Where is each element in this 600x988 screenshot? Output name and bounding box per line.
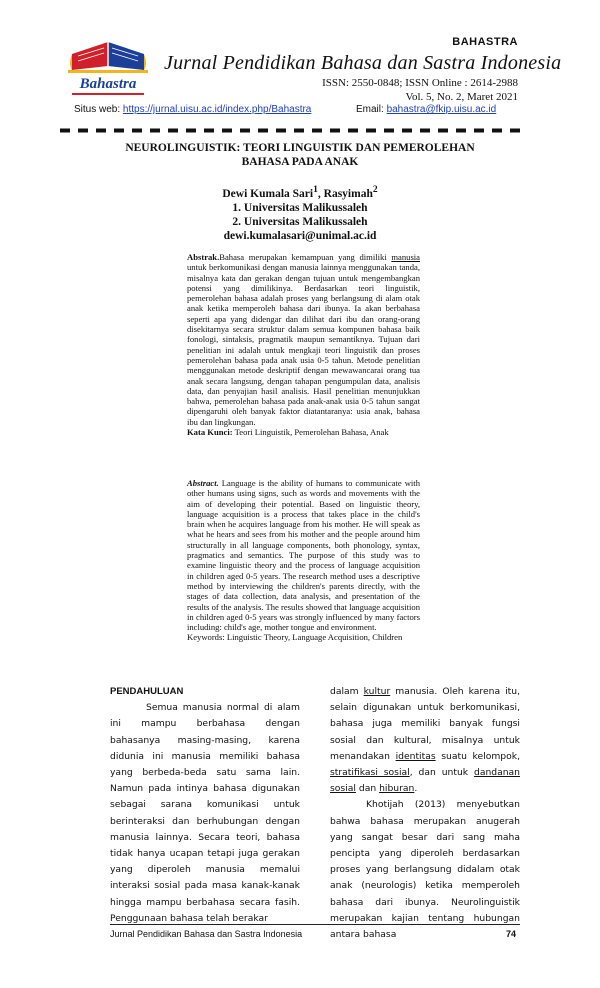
underlined-term-identitas: identitas — [395, 750, 436, 762]
footer-journal-name: Jurnal Pendidikan Bahasa dan Sastra Indonesia — [110, 929, 303, 939]
affiliation-1: 1. Universitas Malikussaleh — [232, 201, 368, 214]
body-paragraph-1: Semua manusia normal di alam ini mampu berbahasa dengan bahasanya masing-masing, karena didunia ini manusia memiliki bahasa yang berbeda-beda satu sama lain. Namun pada intinya bahasa digunakan sebagai sarana komunikasi untuk berinteraksi dan berhubungan dengan manusia lainnya. Secara teori, bahasa tidak hanya ucapan tetapi juga gerakan yang diperoleh manusia memalui interaksi sosial pada masa kanak-kanak hingga mampu berbahasa secara fasih. Penggunaan bahasa telah berakar — [110, 702, 300, 924]
brand-tag: BAHASTRA — [452, 36, 518, 48]
author-1: Dewi Kumala Sari — [222, 187, 314, 200]
issn-line: ISSN: 2550-0848; ISSN Online : 2614-2988 — [322, 77, 518, 89]
body-paragraph-3: Khotijah (2013) menyebutkan bahwa bahasa merupakan anugerah yang sangat besar dari sang maha pencipta yang diperoleh berdasarkan proses yang berlangsung didalam otak anak (neurologis) ketika memperoleh bahasa dari ibunya. Neurolinguistik merupakan kajian tentang hubungan antara bahasa — [330, 799, 520, 941]
body-text: dan — [355, 783, 380, 795]
author-2: , Rasyimah — [317, 187, 373, 200]
body-column-left — [110, 684, 300, 927]
underlined-term-dandanan: dandanan sosial — [330, 767, 521, 795]
title-line-2: BAHASA PADA ANAK — [241, 156, 359, 168]
body-text: , dan untuk — [409, 767, 474, 779]
author-email: dewi.kumalasari@unimal.ac.id — [223, 229, 377, 242]
dashed-divider — [60, 128, 520, 133]
journal-logo — [58, 36, 158, 102]
body-text: dalam — [330, 686, 364, 697]
underlined-term-kultur: kultur — [363, 686, 391, 697]
website-label: Situs web: — [74, 104, 123, 115]
paper-title — [100, 141, 500, 169]
abstract-en-body — [187, 478, 420, 632]
kata-kunci-label: Kata Kunci: — [187, 427, 233, 438]
body-text: . — [414, 783, 418, 795]
logo-wordmark: Bahastra — [79, 76, 137, 92]
affiliation-2: 2. Universitas Malikussaleh — [232, 215, 368, 228]
email-link[interactable]: bahastra@fkip.uisu.ac.id — [386, 104, 497, 115]
abstract-en-keywords: Keywords: Linguistic Theory, Language Acquisition, Children — [187, 632, 403, 643]
authors-block — [100, 183, 500, 243]
kata-kunci-values: Teori Linguistik, Pemerolehan Bahasa, Anak — [232, 427, 389, 438]
page-number: 74 — [505, 929, 516, 939]
email-line — [356, 104, 496, 115]
volume-line: Vol. 5, No. 2, Maret 2021 — [405, 91, 518, 103]
body-text: manusia. Oleh karena itu, selain digunakan untuk berkomunikasi, bahasa juga memiliki banyak fungsi sosial dan kultural, misalnya untuk menandakan — [330, 686, 520, 762]
abstrak-body — [187, 252, 420, 427]
email-label: Email: — [356, 104, 387, 115]
abstrak-label: Abstrak. — [187, 252, 220, 262]
author-names — [100, 183, 500, 201]
body-text: suatu kelompok, — [435, 750, 520, 762]
author-2-sup: 2 — [372, 184, 378, 195]
website-line — [74, 104, 311, 115]
underlined-term-hiburan: hiburan — [379, 783, 415, 795]
abstract-english — [187, 478, 420, 643]
body-paragraph-2 — [330, 684, 520, 797]
website-link[interactable]: https://jurnal.uisu.ac.id/index.php/Bahastra — [122, 104, 312, 115]
abstrak-underlined: manusia — [391, 252, 420, 262]
body-column-right — [330, 684, 520, 943]
bahastra-logo-icon — [58, 36, 158, 102]
abstract-indonesian — [187, 252, 420, 437]
underlined-term-stratifikasi: stratifikasi sosial — [330, 767, 410, 779]
author-1-sup: 1 — [313, 184, 318, 195]
footer-divider — [110, 924, 520, 925]
abstrak-text-cont: untuk berkomunikasi dengan manusia lainnya menggunakan tanda, misalnya kata dan gerakan dengan tujuan untuk mengembangkan potensi yang dimilikinya. Berdasarkan teori linguistik, pemerolehan bahasa adalah proses yang berlangsung di alam otak anak ketika memperoleh bahasa dari ibunya. Ia akan berbahasa seperti apa yang didengar dan dilihat dari ibu dan orang-orang disekitarnya secara struktur dalam semua kompunen bahasa baik fonologi, sintaksis, pragmatik maupun semantiknya. Tujuan dari penelitian ini adalah untuk mengkaji teori linguistik dan proses pemerolehan bahasa pada anak usia 0-5 tahun. Metode penelitian menggunakan metode deskriptif dengan mewawancarai orang tua anak secara langsung, dengan tahapan pengumpulan data, analisis data, dan penyajian hasil analisis. Hasil penelitian menunjukkan bahwa, pemerolehan bahasa pada anak-anak usia 0-5 tahun sangat dipengaruhi oleh banyak faktor diatantaranya: usia anak, bahasa ibu dan lingkungan. — [187, 262, 420, 427]
title-line-1: NEUROLINGUISTIK: TEORI LINGUISTIK DAN PEMEROLEHAN — [125, 142, 475, 154]
abstrak-text: Bahasa merupakan kemampuan yang dimiliki — [219, 252, 392, 262]
journal-title: Jurnal Pendidikan Bahasa dan Sastra Indonesia — [164, 52, 562, 74]
section-heading: PENDAHULUAN — [110, 686, 184, 697]
kata-kunci — [187, 427, 420, 437]
abstract-en-text: Language is the ability of humans to communicate with other humans using signs, such as words and movements with the aim of developing their potential. Based on linguistic theory, language acquisition is a process that takes place in the child's brain when he acquires language from his mother. He will speak as what he hears and sees from his mother and the people around him structurally in all language components, both phonology, syntax, pragmatics and semantics. The purpose of this study was to examine linguistic theory and the process of language acquisition in children aged 0-5 years. The research method uses a descriptive method by interviewing the children's parents directly, with the stages of data collection, data analysis, and presentation of the results of the analysis. The results showed that language acquisition in children aged 0-5 years was strongly influenced by many factors including: child's age, mother tongue and environment. — [187, 478, 420, 633]
abstract-en-label: Abstract. — [187, 478, 219, 488]
